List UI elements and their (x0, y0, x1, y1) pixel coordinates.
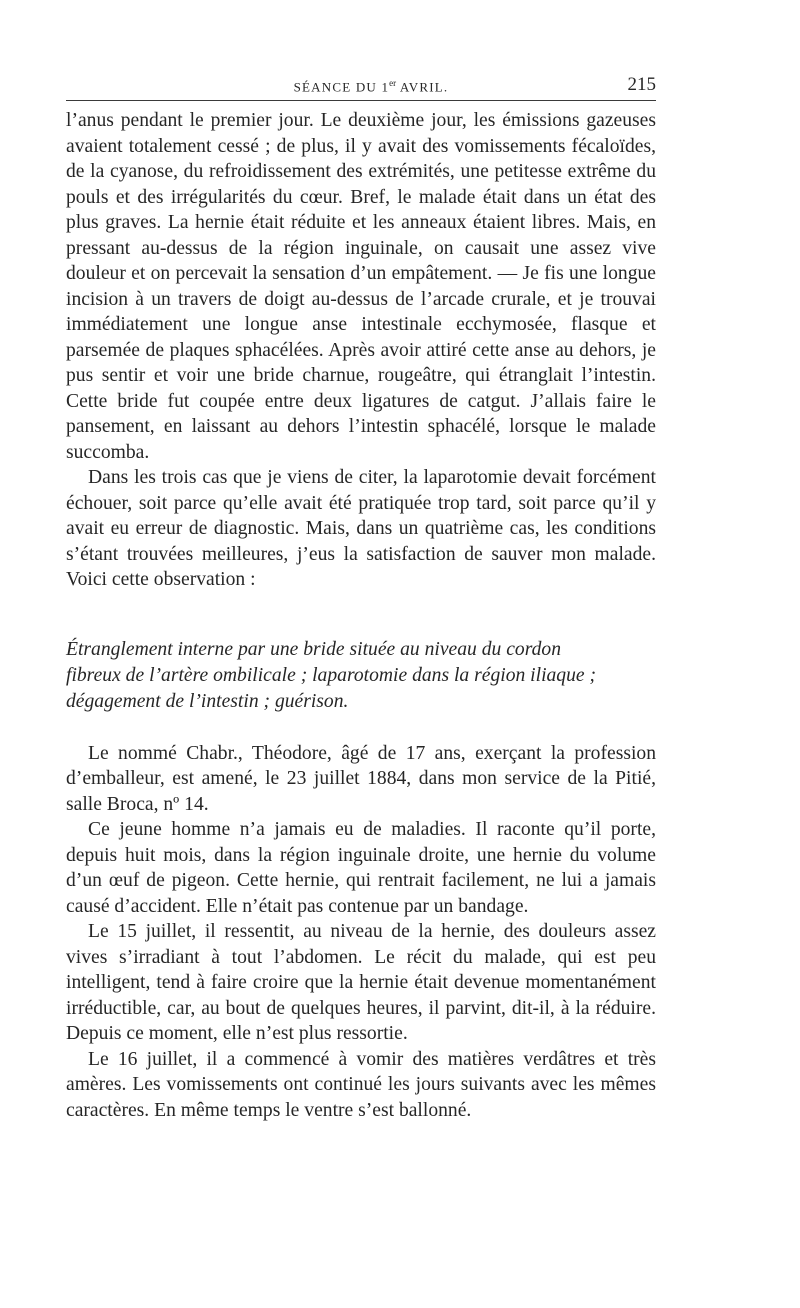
paragraph: Le 15 juillet, il ressentit, au niveau de la hernie, des douleurs assez vives s’irradiant à tout l’abdomen. Le récit du malade, qui est peu intelligent, tend à faire croire que la hernie était devenue momentanément irréductible, car, au bout de quelques heures, il parvint, dit-il, à la réduire. Depuis ce moment, elle n’est plus ressortie. (66, 921, 656, 1044)
paragraph: Le 16 juillet, il a commencé à vomir des matières verdâtres et très amères. Les vomissements ont continué les jours suivants avec les mêmes caractères. En même temps le ventre s’est ballonné. (66, 1048, 656, 1121)
page-number: 215 (627, 74, 656, 95)
running-title (66, 78, 656, 95)
heading-line: Étranglement interne par une bride située au niveau du cordon (66, 638, 562, 660)
running-title-end: AVRIL. (396, 79, 449, 95)
heading-line: fibreux de l’artère ombilicale ; laparotomie dans la région iliaque ; (66, 664, 597, 686)
body-text (66, 108, 656, 1123)
paragraph: Ce jeune homme n’a jamais eu de maladies. Il raconte qu’il porte, depuis huit mois, dans la région inguinale droite, une hernie du volume d’un œuf de pigeon. Cette hernie, qui rentrait facilement, ne lui a jamais causé d’accident. Elle n’était pas contenue par un bandage. (66, 819, 656, 917)
running-title-main: SÉANCE DU 1 (293, 79, 390, 95)
section-heading (66, 637, 656, 715)
heading-line: dégagement de l’intestin ; guérison. (66, 690, 349, 712)
paragraph: l’anus pendant le premier jour. Le deuxième jour, les émissions gazeuses avaient totalement cessé ; de plus, il y avait des vomissements fécaloïdes, de la cyanose, du refroidissement des extrémités, une petitesse extrême du pouls et des irrégularités du cœur. Bref, le malade était dans un état des plus graves. La hernie était réduite et les anneaux étaient libres. Mais, en pressant au-dessus de la région inguinale, on causait une assez vive douleur et on percevait la sensation d’un empâtement. — Je fis une longue incision à un travers de doigt au-dessus de l’arcade crurale, et je trouvai immédiatement une longue anse intestinale ecchymosée, flasque et parsemée de plaques sphacélées. Après avoir attiré cette anse au dehors, je pus sentir et voir une bride charnue, rougeâtre, qui étranglait l’intestin. Cette bride fut coupée entre deux ligatures de catgut. J’allais faire le pansement, en laissant au dehors l’intestin sphacélé, lorsque le malade succomba. (66, 110, 656, 463)
book-page (66, 74, 656, 1123)
paragraph: Dans les trois cas que je viens de citer, la laparotomie devait forcément échouer, soit parce qu’elle avait été pratiquée trop tard, soit parce qu’il y avait eu erreur de diagnostic. Mais, dans un quatrième cas, les conditions s’étant trouvées meilleures, j’eus la satisfaction de sauver mon malade. Voici cette observation : (66, 467, 656, 590)
running-title-superscript: er (389, 78, 397, 88)
paragraph: Le nommé Chabr., Théodore, âgé de 17 ans, exerçant la profession d’emballeur, est amené, le 23 juillet 1884, dans mon service de la Pitié, salle Broca, nº 14. (66, 742, 656, 815)
page-header (66, 74, 656, 101)
